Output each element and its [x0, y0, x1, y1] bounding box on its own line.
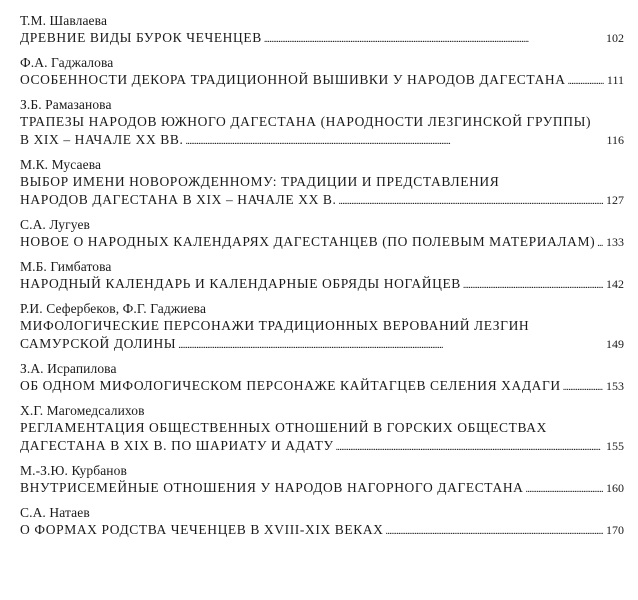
- entry-title: ДРЕВНИЕ ВИДЫ БУРОК ЧЕЧЕНЦЕВ: [20, 30, 262, 45]
- entry-title: НАРОДНЫЙ КАЛЕНДАРЬ И КАЛЕНДАРНЫЕ ОБРЯДЫ НОГАЙЦЕВ: [20, 276, 461, 291]
- entry-title: ОБ ОДНОМ МИФОЛОГИЧЕСКОМ ПЕРСОНАЖЕ КАЙТАГЦЕВ СЕЛЕНИЯ ХАДАГИ: [20, 378, 561, 393]
- entry-author: М.-З.Ю. Курбанов: [20, 463, 127, 478]
- dot-leader: [526, 481, 603, 499]
- page-number: 133: [606, 235, 624, 249]
- entry-author: Т.М. Шавлаева: [20, 13, 108, 28]
- page-number: 155: [606, 439, 624, 453]
- page-number: 160: [606, 481, 624, 495]
- toc-entry: [20, 360, 624, 395]
- page-number: 149: [606, 337, 624, 351]
- toc-entry: [20, 12, 624, 47]
- dot-leader: [264, 31, 603, 49]
- dot-leader: [178, 337, 603, 355]
- entry-title-row[interactable]: [20, 437, 624, 455]
- entry-title-line[interactable]: РЕГЛАМЕНТАЦИЯ ОБЩЕСТВЕННЫХ ОТНОШЕНИЙ В ГОРСКИХ ОБЩЕСТВАХ: [20, 420, 547, 435]
- entry-author: С.А. Лугуев: [20, 217, 91, 232]
- entry-title-row[interactable]: [20, 335, 624, 353]
- entry-author: З.А. Исрапилова: [20, 361, 117, 376]
- entry-title: САМУРСКОЙ ДОЛИНЫ: [20, 336, 177, 351]
- page-number: 111: [606, 73, 624, 87]
- entry-title: ВНУТРИСЕМЕЙНЫЕ ОТНОШЕНИЯ У НАРОДОВ НАГОРНОГО ДАГЕСТАНА: [20, 480, 524, 495]
- entry-title-row[interactable]: [20, 131, 624, 149]
- entry-title: НАРОДОВ ДАГЕСТАНА В XIX – НАЧАЛЕ XX В.: [20, 192, 337, 207]
- dot-leader: [563, 379, 603, 397]
- page-number: 142: [606, 277, 624, 291]
- entry-title: ОСОБЕННОСТИ ДЕКОРА ТРАДИЦИОННОЙ ВЫШИВКИ У НАРОДОВ ДАГЕСТАНА: [20, 72, 566, 87]
- dot-leader: [336, 439, 603, 457]
- entry-author: М.Б. Гимбатова: [20, 259, 112, 274]
- entry-author: Х.Г. Магомедсалихов: [20, 403, 145, 418]
- entry-author: Р.И. Сефербеков, Ф.Г. Гаджиева: [20, 301, 207, 316]
- entry-title-row[interactable]: [20, 377, 624, 395]
- entry-title-row[interactable]: [20, 275, 624, 293]
- page-number: 116: [606, 133, 624, 147]
- page-number: 102: [606, 31, 624, 45]
- dot-leader: [185, 133, 603, 151]
- page-number: 127: [606, 193, 624, 207]
- toc-entry: [20, 258, 624, 293]
- toc-entry: [20, 216, 624, 251]
- toc-entry: [20, 300, 624, 353]
- entry-title: НОВОЕ О НАРОДНЫХ КАЛЕНДАРЯХ ДАГЕСТАНЦЕВ (ПО ПОЛЕВЫМ МАТЕРИАЛАМ): [20, 234, 596, 249]
- entry-title-row[interactable]: [20, 71, 624, 89]
- entry-title: О ФОРМАХ РОДСТВА ЧЕЧЕНЦЕВ В XVIII-XIX ВЕКАХ: [20, 522, 384, 537]
- dot-leader: [338, 193, 603, 211]
- toc-entry: [20, 96, 624, 149]
- dot-leader: [463, 277, 603, 295]
- toc-entry: [20, 54, 624, 89]
- entry-title-row[interactable]: [20, 29, 624, 47]
- toc-entry: [20, 504, 624, 539]
- entry-title: ДАГЕСТАНА В XIX В. ПО ШАРИАТУ И АДАТУ: [20, 438, 334, 453]
- entry-title: В XIX – НАЧАЛЕ XX ВВ.: [20, 132, 184, 147]
- dot-leader: [568, 73, 604, 91]
- toc-entry: [20, 156, 624, 209]
- entry-title-line[interactable]: МИФОЛОГИЧЕСКИЕ ПЕРСОНАЖИ ТРАДИЦИОННЫХ ВЕРОВАНИЙ ЛЕЗГИН: [20, 318, 530, 333]
- table-of-contents: [20, 12, 624, 546]
- dot-leader: [386, 523, 603, 541]
- entry-author: М.К. Мусаева: [20, 157, 102, 172]
- entry-title-row[interactable]: [20, 233, 624, 251]
- dot-leader: [597, 235, 603, 253]
- entry-author: С.А. Натаев: [20, 505, 90, 520]
- entry-title-line[interactable]: ВЫБОР ИМЕНИ НОВОРОЖДЕННОМУ: ТРАДИЦИИ И ПРЕДСТАВЛЕНИЯ: [20, 174, 500, 189]
- entry-title-row[interactable]: [20, 479, 624, 497]
- page-number: 170: [606, 523, 624, 537]
- entry-title-row[interactable]: [20, 191, 624, 209]
- page-number: 153: [606, 379, 624, 393]
- entry-author: З.Б. Рамазанова: [20, 97, 112, 112]
- entry-title-row[interactable]: [20, 521, 624, 539]
- entry-title-line[interactable]: ТРАПЕЗЫ НАРОДОВ ЮЖНОГО ДАГЕСТАНА (НАРОДНОСТИ ЛЕЗГИНСКОЙ ГРУППЫ): [20, 114, 592, 129]
- toc-entry: [20, 402, 624, 455]
- entry-author: Ф.А. Гаджалова: [20, 55, 114, 70]
- toc-entry: [20, 462, 624, 497]
